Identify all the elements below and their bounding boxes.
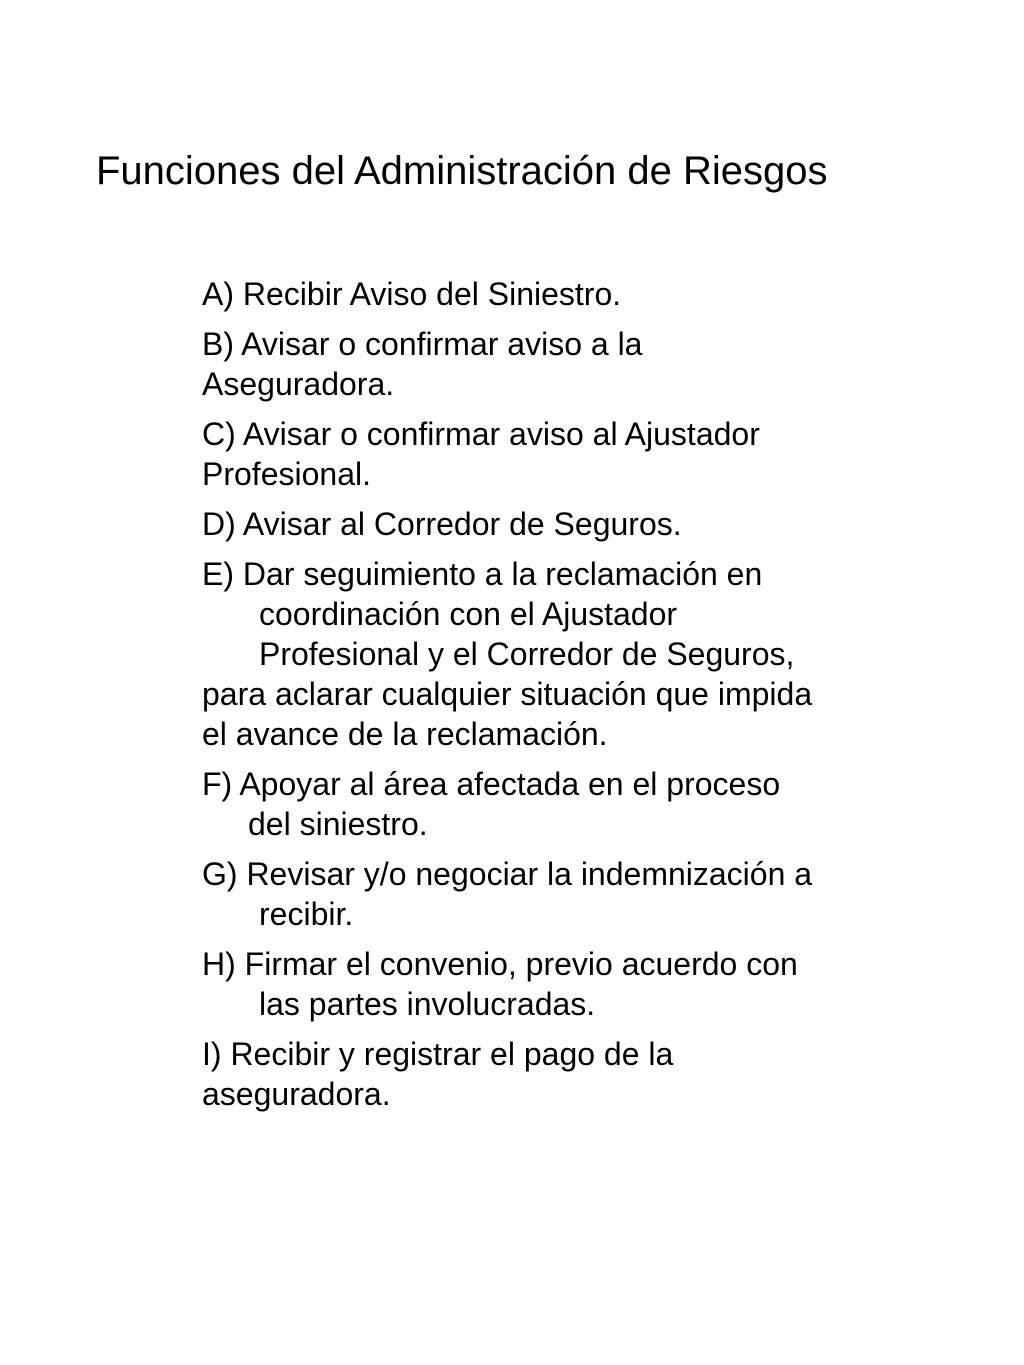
list-item xyxy=(202,414,962,494)
slide-title: Funciones del Administración de Riesgos xyxy=(96,149,828,193)
list-item xyxy=(202,854,962,934)
list-item xyxy=(202,324,962,404)
item-text: B) Avisar o confirmar aviso a la xyxy=(202,326,643,362)
item-text-continuation: aseguradora. xyxy=(202,1076,391,1112)
list-item xyxy=(202,944,962,1024)
item-text: A) Recibir Aviso del Siniestro. xyxy=(202,276,622,312)
item-text-continuation: para aclarar cualquier situación que impida xyxy=(202,676,813,712)
functions-list xyxy=(202,274,962,1124)
item-text-continuation: el avance de la reclamación. xyxy=(202,716,608,752)
list-item xyxy=(202,504,962,544)
item-text-continuation: Profesional. xyxy=(202,456,371,492)
item-text: H) Firmar el convenio, previo acuerdo con xyxy=(202,946,798,982)
item-text-continuation: recibir. xyxy=(259,896,354,932)
item-text: I) Recibir y registrar el pago de la xyxy=(202,1036,674,1072)
item-text: E) Dar seguimiento a la reclamación en xyxy=(202,556,763,592)
item-text-continuation: las partes involucradas. xyxy=(259,986,596,1022)
item-text-continuation: coordinación con el Ajustador xyxy=(259,596,678,632)
item-text: C) Avisar o confirmar aviso al Ajustador xyxy=(202,416,760,452)
item-text-continuation: Aseguradora. xyxy=(202,366,395,402)
list-item xyxy=(202,1034,962,1114)
item-text-continuation: Profesional y el Corredor de Seguros, xyxy=(259,636,795,672)
list-item xyxy=(202,764,962,844)
item-text: D) Avisar al Corredor de Seguros. xyxy=(202,506,682,542)
item-text: F) Apoyar al área afectada en el proceso xyxy=(202,766,781,802)
item-text: G) Revisar y/o negociar la indemnización a xyxy=(202,856,813,892)
list-item xyxy=(202,554,962,754)
list-item xyxy=(202,274,962,314)
item-text-continuation: del siniestro. xyxy=(248,806,428,842)
